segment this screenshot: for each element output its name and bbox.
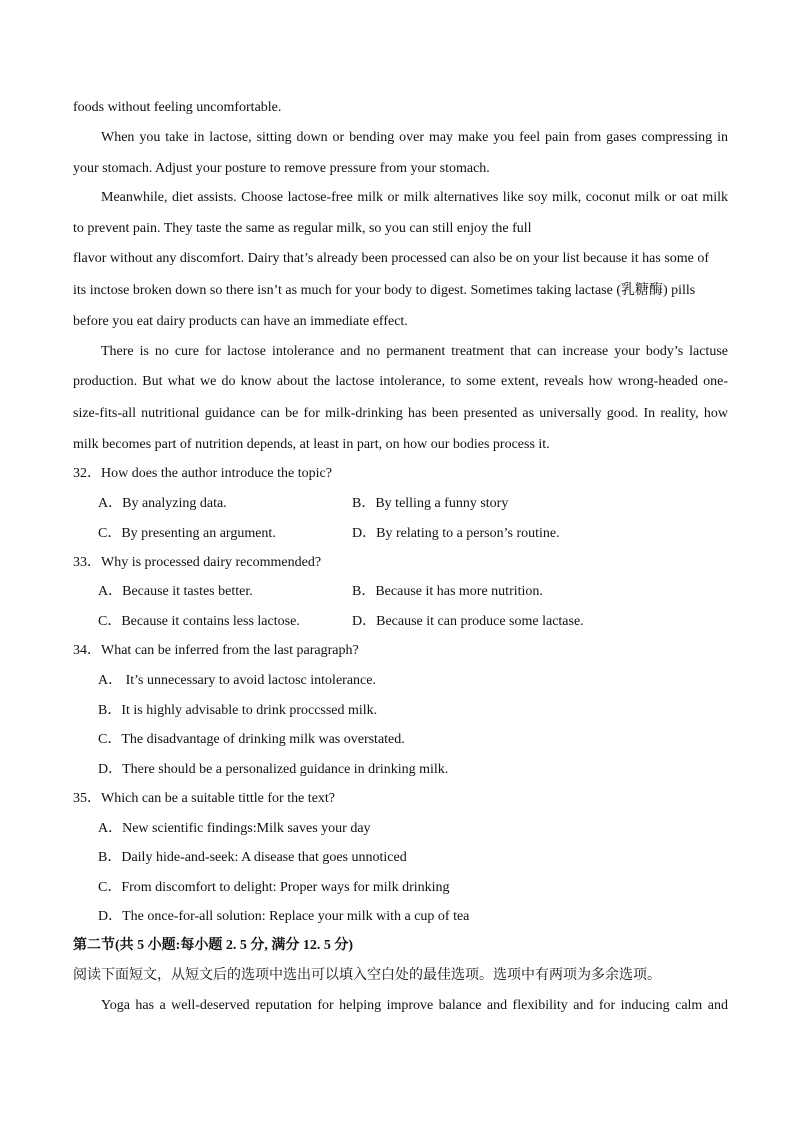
question-34-option-b: B．It is highly advisable to drink proccssed milk. — [98, 703, 378, 718]
question-35-option-d: D．The once-for-all solution: Replace your milk with a cup of tea — [98, 909, 470, 924]
question-35-option-a: A．New scientific findings:Milk saves your day — [98, 821, 371, 836]
passage-line: production. But what we do know about the lactose intolerance, to some extent, reveals how wrong-headed one- — [73, 374, 728, 389]
question-33-option-c: C．Because it contains less lactose. — [98, 614, 300, 629]
question-32-option-b: B．By telling a funny story — [352, 496, 509, 511]
question-35-stem: 35．Which can be a suitable tittle for the text? — [73, 791, 336, 806]
question-34-option-a: A． It’s unnecessary to avoid lactosc intolerance. — [98, 673, 376, 688]
passage-line: When you take in lactose, sitting down or bending over may make you feel pain from gases compressing in — [101, 130, 728, 145]
question-34-stem: 34．What can be inferred from the last paragraph? — [73, 643, 359, 658]
section-instruction: 阅读下面短文，从短文后的选项中选出可以填入空白处的最佳选项。选项中有两项为多余选项。 — [73, 968, 661, 983]
passage-line: Yoga has a well-deserved reputation for helping improve balance and flexibility and for inducing calm and — [101, 998, 728, 1013]
question-34-option-c: C．The disadvantage of drinking milk was overstated. — [98, 732, 405, 747]
passage-line: foods without feeling uncomfortable. — [73, 100, 282, 115]
passage-line: before you eat dairy products can have an immediate effect. — [73, 314, 408, 329]
passage-line: its inctose broken down so there isn’t as much for your body to digest. Sometimes taking lactase (乳糖酶) pills — [73, 283, 696, 298]
question-35-option-b: B．Daily hide-and-seek: A disease that goes unnoticed — [98, 850, 407, 865]
question-33-option-a: A．Because it tastes better. — [98, 584, 253, 599]
passage-line: size-fits-all nutritional guidance can be for milk-drinking has been presented as universally good. In reality, how — [73, 406, 728, 421]
passage-line: milk becomes part of nutrition depends, at least in part, on how our bodies process it. — [73, 437, 550, 452]
passage-line: your stomach. Adjust your posture to remove pressure from your stomach. — [73, 161, 490, 176]
question-32-stem: 32．How does the author introduce the topic? — [73, 466, 332, 481]
question-33-stem: 33．Why is processed dairy recommended? — [73, 555, 322, 570]
passage-line: flavor without any discomfort. Dairy that’s already been processed can also be on your list because it has some of — [73, 251, 710, 266]
passage-line: There is no cure for lactose intolerance and no permanent treatment that can increase your body’s lactuse — [101, 344, 728, 359]
question-34-option-d: D．There should be a personalized guidance in drinking milk. — [98, 762, 449, 777]
question-32-option-d: D．By relating to a person’s routine. — [352, 526, 560, 541]
question-33-option-b: B．Because it has more nutrition. — [352, 584, 543, 599]
passage-line: Meanwhile, diet assists. Choose lactose-free milk or milk alternatives like soy milk, coconut milk or oat milk — [101, 190, 728, 205]
question-32-option-c: C．By presenting an argument. — [98, 526, 276, 541]
passage-line: to prevent pain. They taste the same as regular milk, so you can still enjoy the full — [73, 221, 532, 236]
question-33-option-d: D．Because it can produce some lactase. — [352, 614, 584, 629]
section-heading: 第二节(共 5 小题:每小题 2. 5 分, 满分 12. 5 分) — [73, 938, 353, 953]
question-32-option-a: A．By analyzing data. — [98, 496, 227, 511]
question-35-option-c: C．From discomfort to delight: Proper ways for milk drinking — [98, 880, 450, 895]
